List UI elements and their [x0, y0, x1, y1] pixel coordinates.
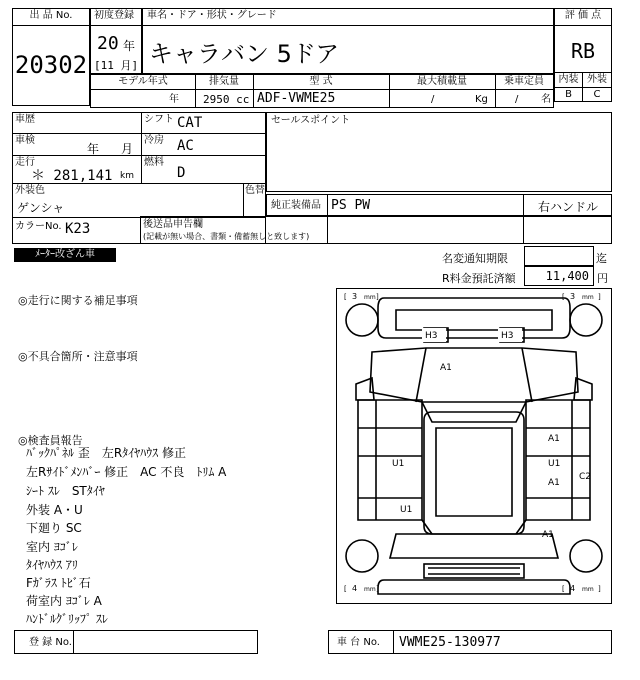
mark-a1-right-front: A1: [548, 434, 560, 444]
report-line: Fｶﾞﾗｽ ﾄﾋﾞ石: [26, 576, 91, 590]
post-doc-label: 後送品申告欄: [143, 219, 203, 230]
report-line: 荷室内 ﾖｺﾞﾚ A: [26, 594, 102, 608]
svg-text:]: ]: [598, 293, 601, 301]
capacity-sep: /: [515, 94, 519, 105]
supplement-heading: ◎走行に関する補足事項: [18, 294, 138, 307]
chassis-no-value: VWME25-130977: [399, 635, 501, 650]
vehicle-name: キャラバン 5ドア: [149, 40, 340, 68]
svg-text:3: 3: [570, 292, 576, 301]
report-line: 外装 A・U: [26, 503, 83, 517]
svg-text:]: ]: [598, 585, 601, 593]
rating-value: RB: [570, 39, 596, 63]
svg-text:]: ]: [376, 293, 379, 301]
recycle-amount: 11,400: [545, 269, 589, 283]
inspector-heading: ◎検査員報告: [18, 434, 83, 447]
equipment-label: 純正装備品: [271, 200, 321, 211]
svg-text:mm: mm: [582, 294, 594, 301]
mark-u1-left-rear: U1: [400, 505, 413, 515]
rating-label: 評 価 点: [564, 10, 602, 21]
inspection-label: 車検: [15, 135, 35, 146]
rear-body: [390, 534, 558, 558]
svg-text:mm: mm: [364, 586, 376, 593]
name-change-label: 名変通知期限: [442, 252, 508, 265]
tire-label-rear-right: [562, 584, 601, 593]
max-load-sep: /: [431, 94, 435, 105]
inspection-month: 月: [121, 142, 134, 156]
lot-label: 出 品 No.: [29, 10, 73, 21]
first-reg-year: 20: [97, 33, 119, 54]
rating-box: [554, 8, 612, 102]
vehicle-name-box: [142, 8, 554, 74]
wheel-front-left: [346, 304, 378, 336]
exterior-label: 外装: [587, 74, 607, 85]
first-reg-label: 初度登録: [94, 10, 134, 21]
color-no-value: K23: [65, 221, 91, 237]
lot-number: 20302: [14, 51, 88, 79]
lot-box: [12, 8, 90, 106]
svg-text:mm: mm: [582, 586, 594, 593]
equipment-row: [266, 194, 612, 216]
model-year-unit: 年: [169, 94, 179, 105]
hood-outline: [370, 348, 578, 402]
report-line: 室内 ﾖｺﾞﾚ: [26, 540, 78, 554]
svg-text:[: [: [562, 293, 565, 301]
spec-row: [90, 74, 554, 108]
mileage-unit: km: [120, 171, 134, 181]
mark-a1-hood: A1: [440, 363, 452, 373]
color-change-label: 色替: [245, 185, 265, 196]
post-doc-box: [140, 216, 612, 244]
recycle-unit: 円: [597, 272, 608, 285]
first-registration-box: [90, 8, 142, 74]
tire-label-rear-left: [344, 584, 379, 593]
exterior-grade: C: [593, 89, 601, 100]
mark-a1-right-door: A1: [548, 478, 560, 488]
svg-text:]: ]: [376, 585, 379, 593]
color-value: ゲンシャ: [17, 201, 65, 215]
svg-text:4: 4: [570, 584, 576, 593]
svg-text:[: [: [344, 585, 347, 593]
fuel-value: D: [177, 165, 186, 181]
body-left: [358, 400, 422, 520]
recycle-field: [524, 266, 594, 286]
shift-label: シフト: [144, 114, 174, 125]
tire-label-front-left: [344, 292, 379, 301]
name-change-field: [524, 246, 594, 266]
mark-h3-right: H3: [501, 331, 514, 341]
handle-side: 右ハンドル: [537, 200, 598, 214]
registration-no-box: [14, 630, 258, 654]
displacement-label: 排気量: [209, 76, 239, 87]
svg-text:4: 4: [352, 584, 358, 593]
mileage-label: 走行: [15, 157, 35, 168]
ac-label: 冷房: [144, 135, 164, 146]
displacement-value: 2950 cc: [203, 93, 250, 106]
svg-text:mm: mm: [364, 294, 376, 301]
meter-tamper-badge: [14, 248, 116, 262]
issues-heading: ◎不具合箇所・注意事項: [18, 350, 138, 363]
damage-diagram: [336, 288, 612, 604]
model-year-label: モデル年式: [118, 76, 168, 87]
model-code-value: ADF-VWME25: [257, 91, 336, 106]
interior-grade: B: [565, 89, 572, 100]
svg-text:[: [: [562, 585, 565, 593]
fuel-label: 燃料: [144, 157, 164, 168]
ac-value: AC: [177, 138, 194, 154]
shift-value: CAT: [177, 115, 203, 131]
report-line: 左Rｻｲﾄﾞﾒﾝﾊﾞｰ 修正 AC 不良 ﾄﾘﾑ A: [26, 465, 227, 479]
report-line: ﾀｲﾔﾊｳｽ ｱﾘ: [26, 558, 78, 572]
first-reg-year-unit: 年: [123, 39, 136, 53]
inspection-year: 年: [87, 142, 100, 156]
chassis-no-label: 車 台 No.: [337, 637, 380, 648]
front-bumper: [378, 298, 570, 338]
report-line: ﾊﾞｯｸﾊﾟﾈﾙ 歪 左Rﾀｲﾔﾊｳｽ 修正: [26, 446, 186, 460]
rear-bumper: [378, 580, 570, 594]
meter-tamper-text: ﾒｰﾀｰ改ざん車: [35, 249, 95, 260]
wheel-front-right: [570, 304, 602, 336]
model-code-label: 型 式: [309, 76, 333, 87]
mark-c2-right: C2: [579, 472, 592, 482]
sales-points-label: セールスポイント: [271, 115, 351, 126]
first-reg-month: [11 月]: [94, 59, 139, 72]
mileage-value: ＊ 281,141: [31, 168, 113, 184]
color-label: 外装色: [15, 185, 45, 196]
chassis-no-box: [328, 630, 612, 654]
interior-label: 内装: [558, 74, 579, 85]
color-no-label: カラーNo.: [15, 221, 62, 232]
capacity-unit: 名: [541, 94, 551, 105]
name-change-unit: 迄: [596, 252, 607, 265]
capacity-label: 乗車定員: [504, 76, 544, 87]
report-line: ﾊﾝﾄﾞﾙｸﾞﾘｯﾌﾟ ｽﾚ: [26, 612, 108, 626]
report-line: ｼｰﾄ ｽﾚ STﾀｲﾔ: [26, 484, 105, 498]
wheel-rear-right: [570, 540, 602, 572]
history-label: 車歴: [15, 114, 35, 125]
registration-no-label: 登 録 No.: [29, 637, 72, 648]
svg-text:3: 3: [352, 292, 358, 301]
equipment-value: PS PW: [331, 198, 371, 213]
recycle-label: R料金預託済額: [442, 272, 516, 285]
mark-u1-left-front-door: U1: [392, 459, 405, 469]
mark-h3-left: H3: [425, 331, 438, 341]
mark-u1-right-door: U1: [548, 459, 561, 469]
max-load-label: 最大積載量: [417, 76, 467, 87]
mark-a1-right-rear: A1: [542, 530, 554, 540]
vehicle-label: 車名・ドア・形状・グレード: [147, 10, 277, 21]
report-line: 下廻り SC: [26, 521, 82, 535]
rear-window: [424, 564, 524, 578]
svg-text:[: [: [344, 293, 347, 301]
max-load-unit: Kg: [475, 94, 488, 105]
sales-points-box: [266, 112, 612, 192]
wheel-rear-left: [346, 540, 378, 572]
post-doc-note: (記載が無い場合、書類・備蓄無しと致します): [143, 232, 310, 241]
